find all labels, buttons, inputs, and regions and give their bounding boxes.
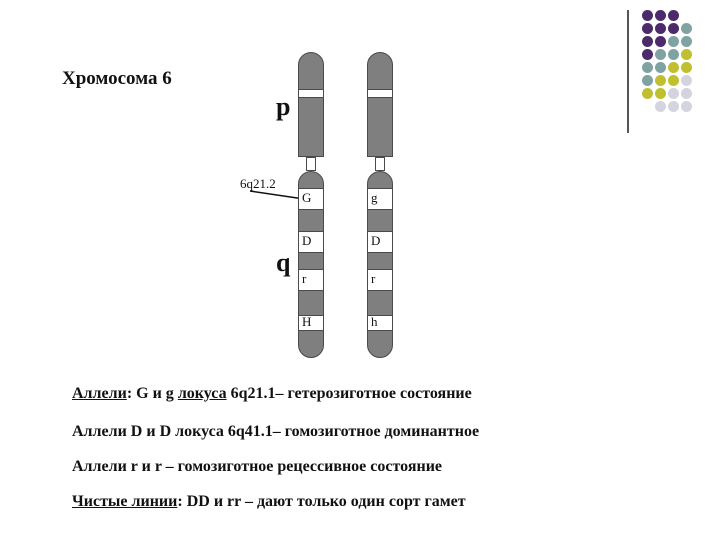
centromere [375, 157, 385, 171]
allele-label: h [371, 314, 378, 329]
allele-label: H [302, 314, 312, 329]
locus-label: 6q21.2 [240, 176, 276, 191]
arm-label-p: p [276, 92, 291, 121]
allele-label: g [371, 190, 378, 205]
allele-band [367, 232, 393, 252]
allele-band [367, 316, 393, 330]
q-arm-segment [367, 171, 393, 189]
caption-line-1 [72, 385, 472, 403]
allele-band [298, 316, 324, 330]
arm-label-q: q [276, 248, 291, 277]
caption-term-pure-lines: Чистые линии [72, 493, 178, 510]
q-arm-segment [367, 330, 393, 358]
allele-band [367, 270, 393, 290]
allele-label: D [302, 233, 312, 248]
allele-band [298, 189, 324, 209]
p-arm-band [298, 90, 324, 97]
centromere [306, 157, 316, 171]
caption-term-locus: локуса [177, 385, 227, 402]
caption-line-4 [72, 493, 466, 511]
caption-line-2: Аллели D и D локуса 6q41.1– гомозиготное доминантное [72, 423, 480, 440]
q-arm-segment [298, 290, 324, 316]
caption-text: : DD и rr – дают только один сорт гамет [177, 493, 466, 510]
q-arm-segment [298, 209, 324, 232]
p-arm-segment [298, 52, 324, 90]
caption-line-3: Аллели r и r – гомозиготное рецессивное состояние [72, 458, 443, 475]
q-arm-segment [367, 209, 393, 232]
p-arm-segment [367, 97, 393, 157]
caption-text: 6q21.1– гетерозиготное состояние [226, 385, 472, 402]
allele-label: G [302, 190, 312, 205]
allele-label: r [302, 271, 307, 286]
allele-band [367, 189, 393, 209]
p-arm-band [367, 90, 393, 97]
q-arm-segment [298, 171, 324, 189]
p-arm-segment [367, 52, 393, 90]
diagram-title: Хромосома 6 [62, 68, 172, 89]
q-arm-segment [367, 290, 393, 316]
q-arm-segment [298, 252, 324, 270]
allele-band [298, 232, 324, 252]
allele-label: r [371, 271, 376, 286]
q-arm-segment [298, 330, 324, 358]
allele-label: D [371, 233, 381, 248]
p-arm-segment [298, 97, 324, 157]
chromosome-left [298, 52, 324, 358]
chromosome-right [367, 52, 393, 358]
caption-term-alleles: Аллели [72, 385, 127, 402]
caption-text: : G и g [126, 385, 178, 402]
q-arm-segment [367, 252, 393, 270]
allele-band [298, 270, 324, 290]
